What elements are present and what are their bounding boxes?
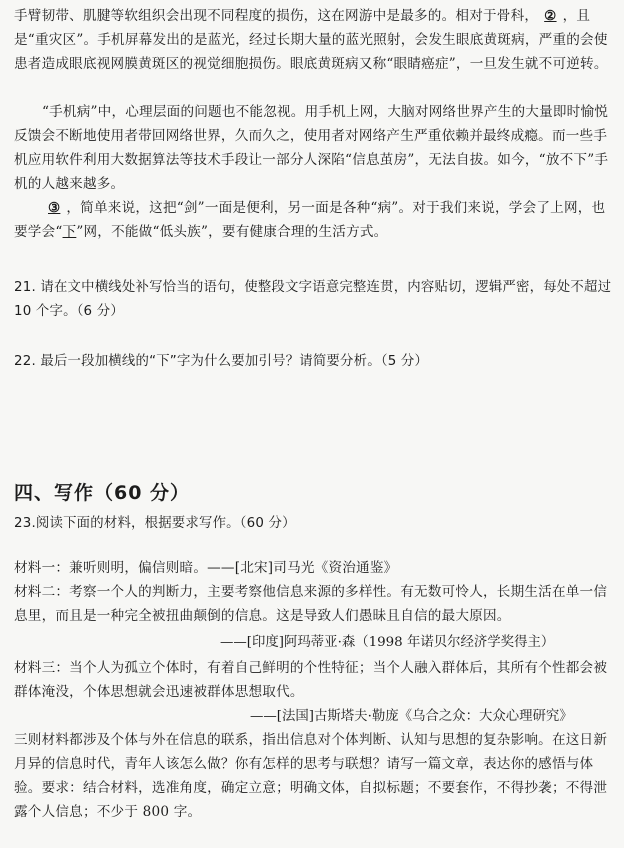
question-22: 22. 最后一段加横线的“下”字为什么要加引号？请简要分析。（5 分） (14, 354, 429, 369)
section-heading-writing: 四、写作（60 分） (14, 482, 191, 504)
material-3: 材料三：当个人为孤立个体时，有着自己鲜明的个性特征；当个人融入群体后，其所有个性都会被群体淹没，个体思想就会迅速被群体思想取代。 (14, 660, 608, 700)
paragraph-3-text-a: ，简单来说，这把“剑”一面是便利，另一面是各种“病”。对于我们来说，学会了上网，也要学会“ (14, 200, 606, 240)
question-21: 21. 请在文中横线处补写恰当的语句，使整段文字语意完整连贯，内容贴切，逻辑严密，每处不超过 10 个字。（6 分） (14, 280, 612, 319)
material-1: 材料一：兼听则明，偏信则暗。——[北宋]司马光《资治通鉴》 (14, 560, 398, 576)
paragraph-3-text-b: ”网，不能做“低头族”，要有健康合理的生活方式。 (76, 224, 388, 240)
underlined-word: 下 (62, 224, 77, 240)
paragraph-1-text-a: 手臂韧带、肌腱等软组织会出现不同程度的损伤，这在网游中是最多的。相对于骨科， (14, 8, 539, 24)
material-2-source: ——[印度]阿玛蒂亚·森（1998 年诺贝尔经济学奖得主） (220, 635, 555, 650)
passage-paragraph-2 (14, 100, 614, 196)
passage-paragraph-1 (14, 4, 614, 76)
passage-paragraph-3 (14, 196, 614, 244)
paragraph-1-text-b: ，且是“重灾区”。手机屏幕发出的是蓝光，经过长期大量的蓝光照射，会发生眼底黄斑病，严重的会使患者造成眼底视网膜黄斑区的视觉细胞损伤。眼底黄斑病又称“眼睛癌症”，一旦发生就不可逆转。 (14, 8, 608, 72)
question-23: 23.阅读下面的材料，根据要求写作。（60 分） (14, 516, 296, 531)
blank-2: ② (544, 8, 557, 24)
writing-prompt: 三则材料都涉及个体与外在信息的联系，指出信息对个体判断、认知与思想的复杂影响。在这日新月异的信息时代，青年人该怎么做？你有怎样的思考与联想？请写一篇文章，表达你的感悟与体验。要求：结合材料，选准角度，确定立意；明确文体，自拟标题；不要套作，不得抄袭；不得泄露个人信息；不少于 800 字。 (14, 732, 608, 820)
paragraph-2-text: “手机病”中，心理层面的问题也不能忽视。用手机上网，大脑对网络世界产生的大量即时愉悦反馈会不断地使用者带回网络世界，久而久之，使用者对网络产生严重依赖并最终成瘾。而一些手机应用软件利用大数据算法等技术手段让一部分人深陷“信息茧房”，无法自拔。如今，“放不下”手机的人越来越多。 (14, 104, 609, 192)
material-2: 材料二：考察一个人的判断力，主要考察他信息来源的多样性。有无数可怜人，长期生活在单一信息里，而且是一种完全被扭曲颠倒的信息。这是导致人们愚昧且自信的最大原因。 (14, 584, 608, 624)
blank-3: ③ (48, 200, 61, 216)
material-3-source: ——[法国]古斯塔夫·勒庞《乌合之众：大众心理研究》 (250, 709, 573, 724)
